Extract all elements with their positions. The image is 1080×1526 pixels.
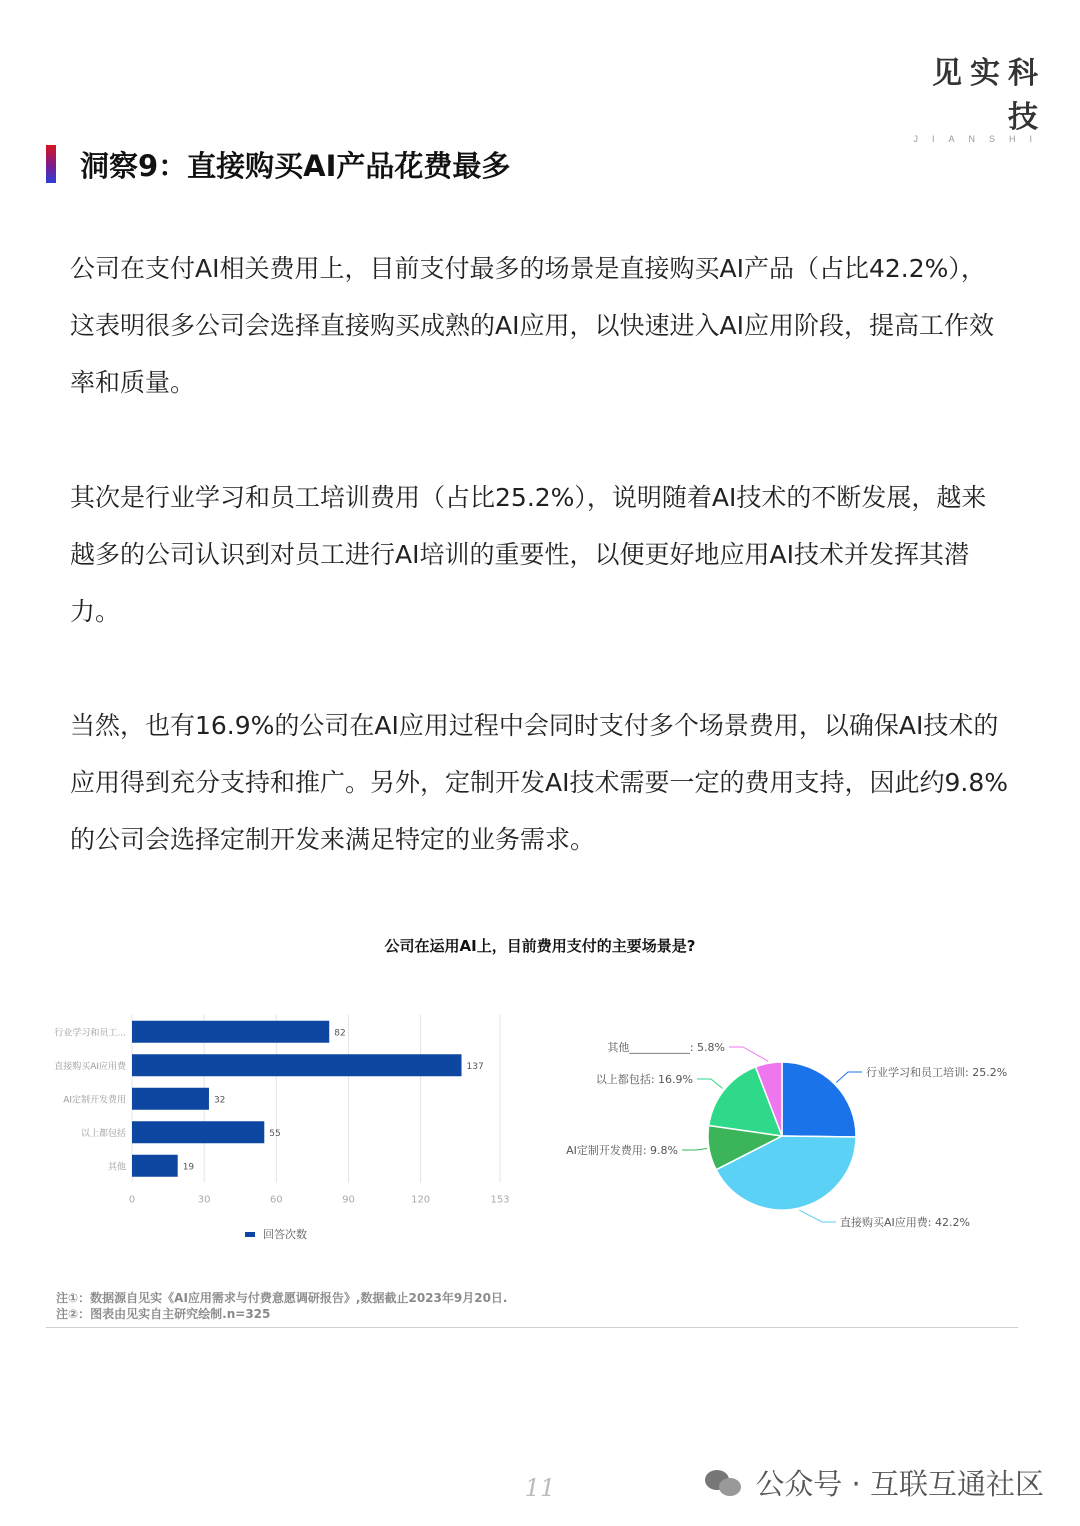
pie-slice-label: 行业学习和员工培训: 25.2% [866, 1066, 1008, 1079]
bar-value-label: 82 [334, 1028, 346, 1039]
watermark-text: 公众号 · 互联互通社区 [755, 1467, 1044, 1501]
legend-label: 回答次数 [263, 1228, 307, 1241]
x-tick-label: 30 [197, 1194, 211, 1206]
bar-value-label: 137 [466, 1061, 484, 1072]
pie-leader-line [682, 1148, 707, 1150]
chart-title: 公司在运用AI上，目前费用支付的主要场景是? [384, 937, 696, 955]
y-tick-label: 行业学习和员工... [54, 1028, 126, 1039]
x-tick-label: 0 [128, 1194, 136, 1206]
brand-logo [896, 48, 1046, 144]
pie-leader-line [697, 1079, 723, 1089]
divider [46, 1327, 1018, 1328]
bar [132, 1155, 178, 1177]
paragraph-1: 公司在支付AI相关费用上，目前支付最多的场景是直接购买AI产品（占比42.2%），这表明很多公司会选择直接购买成熟的AI应用，以快速进入AI应用阶段，提高工作效率和质量。 [70, 254, 994, 397]
section-header [46, 145, 510, 183]
y-tick-label: AI定制开发费用 [63, 1095, 126, 1106]
logo-english: JIANSHI [913, 134, 1046, 144]
pie-slice [782, 1062, 856, 1137]
title-accent-bar [46, 145, 56, 183]
bar [132, 1121, 264, 1143]
pie-leader-line [799, 1210, 836, 1222]
page-number: 11 [524, 1474, 556, 1502]
footnote-2: 注②：图表由见实自主研究绘制.n=325 [56, 1307, 271, 1321]
y-tick-label: 其他 [107, 1162, 126, 1173]
y-tick-label: 以上都包括 [80, 1128, 126, 1139]
bar-legend [245, 1226, 307, 1242]
x-tick-label: 120 [411, 1194, 431, 1206]
pie-leader-line [729, 1047, 768, 1061]
pie-slice-label: 以上都包括: 16.9% [595, 1073, 693, 1086]
pie-slice-label: 直接购买AI应用费: 42.2% [840, 1216, 970, 1229]
wechat-icon [705, 1468, 743, 1498]
bar-value-label: 32 [213, 1095, 226, 1106]
legend-swatch [245, 1232, 255, 1237]
x-tick-label: 90 [342, 1194, 355, 1206]
bar [132, 1021, 329, 1043]
x-tick-label: 153 [490, 1194, 510, 1206]
watermark [705, 1462, 1044, 1503]
bar-value-label: 55 [269, 1128, 281, 1139]
footnote-1: 注①：数据源自见实《AI应用需求与付费意愿调研报告》,数据截止2023年9月20日. [56, 1291, 508, 1305]
paragraph-3: 当然，也有16.9%的公司在AI应用过程中会同时支付多个场景费用，以确保AI技术的应用得到充分支持和推广。另外，定制开发AI技术需要一定的费用支持，因此约9.8%的公司会选择定制开发来满足特定的业务需求。 [70, 711, 1008, 854]
bar-value-label: 19 [182, 1162, 195, 1173]
pie-slice-label: AI定制开发费用: 9.8% [566, 1144, 678, 1157]
pie-slice-label: 其他___________: 5.8% [607, 1041, 725, 1054]
bar-chart [0, 990, 540, 1210]
bar [132, 1054, 462, 1076]
footnotes [56, 1290, 507, 1322]
paragraph-2: 其次是行业学习和员工培训费用（占比25.2%），说明随着AI技术的不断发展，越来越多的公司认识到对员工进行AI培训的重要性，以便更好地应用AI技术并发挥其潜力。 [70, 483, 987, 626]
logo-chinese: 见实科技 [932, 56, 1046, 135]
y-tick-label: 直接购买AI应用费 [54, 1061, 126, 1072]
pie-leader-line [836, 1072, 862, 1083]
section-title: 洞察9：直接购买AI产品花费最多 [80, 148, 511, 183]
bar [132, 1088, 209, 1110]
x-tick-label: 60 [269, 1194, 283, 1206]
pie-chart [540, 1030, 1060, 1240]
